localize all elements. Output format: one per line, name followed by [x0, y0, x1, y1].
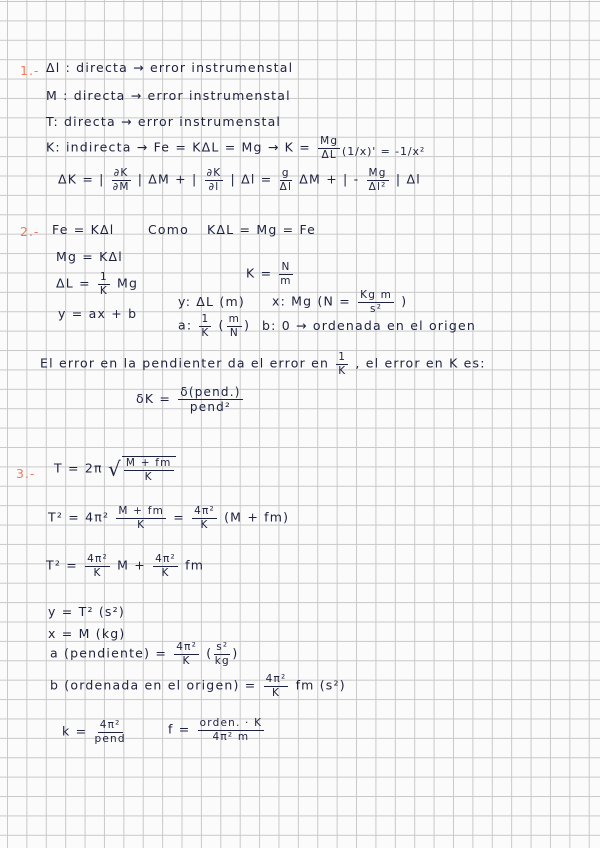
frac-num: s²: [216, 641, 229, 653]
section-number-1: 1.-: [20, 63, 40, 78]
s2-line-6: [40, 352, 486, 376]
s1-l5-b: | ΔM + |: [137, 171, 198, 187]
s2-k-units: [246, 262, 295, 286]
s3-line-3: [46, 554, 204, 578]
frac-den: pend: [94, 732, 126, 745]
frac-den: ∂l: [208, 180, 220, 193]
section-number-3: 3.-: [16, 466, 36, 481]
s2-k-label: K =: [246, 265, 273, 281]
frac-num: 1: [338, 351, 347, 363]
frac-num: N: [281, 261, 291, 273]
s1-line-3: T: directa → error instrumenstal: [46, 114, 282, 129]
s2-l6-a: El error en la pendienter da el error en: [40, 355, 330, 371]
frac-den: m: [280, 274, 292, 287]
s3-line-5: x = M (kg): [48, 626, 126, 641]
frac-den: s²: [370, 302, 383, 315]
frac-num: Mg: [368, 167, 387, 179]
s2-line-1: Fe = KΔl: [52, 222, 115, 237]
s3-l6-a: a (pendiente) =: [50, 645, 167, 661]
frac-num: 4π²: [155, 553, 176, 565]
frac-den: K: [137, 518, 146, 531]
frac-den: K: [338, 364, 347, 377]
frac-den: Δl: [279, 180, 293, 193]
paren-close: ): [244, 317, 251, 333]
s2-x-close: ): [401, 293, 408, 309]
frac-num: δ(pend.): [180, 385, 241, 399]
frac-den: K: [271, 686, 281, 699]
s2-l6-b: , el error en K es:: [355, 355, 486, 371]
s3-l3-c: fm: [185, 557, 205, 573]
s1-l5-c: | Δl =: [230, 171, 273, 187]
s2-line-1c: KΔL = Mg = Fe: [207, 222, 317, 237]
frac-num: orden. · K: [199, 717, 263, 729]
s2-l3-b: Mg: [117, 275, 139, 291]
s2-line-5: [178, 314, 250, 338]
s3-line-1: T = 2π √ $\frac{M + fm}{K}$: [54, 456, 176, 482]
s2-a-label: a:: [178, 317, 193, 333]
s1-line-4: [46, 136, 342, 160]
s3-l1-a: T = 2π: [54, 460, 103, 476]
frac-num: 1: [201, 313, 210, 325]
s1-line-2: M : directa → error instrumenstal: [46, 88, 291, 103]
frac-den: K: [99, 284, 108, 297]
s1-derivative-note: (1/x)' = -1/x²: [342, 145, 426, 158]
frac-den: Δl²: [368, 180, 387, 193]
frac-num: 4π²: [99, 719, 121, 731]
s3-l3-a: T² =: [46, 557, 78, 573]
frac-num: g: [281, 167, 290, 179]
s2-line-7: [136, 386, 245, 413]
frac-den: pend²: [189, 400, 231, 414]
s2-l7-a: δK =: [136, 391, 172, 406]
s2-line-2: Mg = KΔl: [56, 249, 123, 264]
s2-x-def: [272, 290, 407, 314]
s3-line-8b: [168, 718, 266, 742]
s2-x-text: x: Mg (N =: [272, 293, 351, 309]
s1-line-5: [58, 168, 421, 192]
s3-l2-b: =: [173, 509, 185, 525]
frac-den: K: [200, 518, 209, 531]
frac-num: 4π²: [87, 553, 108, 565]
frac-den: ΔL: [321, 148, 337, 161]
frac-den: N: [229, 326, 239, 339]
s3-line-7: [50, 674, 346, 698]
s3-line-4: y = T² (s²): [48, 604, 125, 619]
s3-l7-b: fm (s²): [295, 677, 346, 693]
frac-num: 4π²: [194, 505, 215, 517]
section-number-2: 2.-: [20, 224, 40, 239]
s3-l3-b: M +: [117, 557, 146, 573]
s3-l7-a: b (ordenada en el origen) =: [50, 677, 257, 693]
s1-l5-d: ΔM + | -: [299, 171, 360, 187]
frac-num: Kg m: [360, 289, 393, 301]
frac-num: m: [228, 313, 241, 325]
frac-num: Mg: [320, 135, 339, 147]
paren-open: (: [218, 317, 225, 333]
s3-l2-c: (M + fm): [224, 509, 290, 525]
frac-den: K: [161, 566, 170, 579]
s2-b-def: b: 0 → ordenada en el origen: [262, 318, 476, 333]
s3-line-8: [62, 720, 128, 744]
s1-l5-e: | Δl: [395, 171, 421, 187]
s3-line-2: [48, 506, 289, 530]
frac-den: ∂M: [112, 180, 130, 193]
s1-l4-text: K: indirecta → Fe = KΔL = Mg → K =: [46, 139, 311, 155]
s3-l8-a: k =: [62, 723, 88, 739]
frac-num: ∂K: [206, 167, 222, 179]
frac-num: 4π²: [176, 641, 197, 653]
s2-line-3: [56, 272, 138, 296]
frac-den: K: [201, 326, 210, 339]
frac-den: kg: [214, 654, 230, 667]
frac-num: 4π²: [265, 673, 287, 685]
s2-line-4: y = ax + b: [58, 306, 138, 321]
paren-open: (: [206, 645, 213, 661]
s3-line-6: [50, 642, 238, 666]
frac-num: M + fm: [118, 505, 165, 517]
frac-den: 4π² m: [212, 730, 250, 743]
frac-num: M + fm: [125, 457, 172, 469]
s2-line-1b: Como: [148, 222, 189, 237]
frac-num: 1: [99, 271, 108, 283]
frac-num: ∂K: [113, 167, 129, 179]
frac-den: K: [182, 654, 191, 667]
frac-den: K: [144, 470, 153, 483]
frac-den: K: [93, 566, 102, 579]
s1-line-1: Δl : directa → error instrumenstal: [46, 60, 294, 75]
s2-l3-a: ΔL =: [56, 275, 91, 291]
s3-l2-a: T² = 4π²: [48, 509, 110, 525]
paren-close: ): [232, 645, 239, 661]
s1-l5-a: ΔK = |: [58, 171, 105, 187]
s3-l8-b: f =: [168, 721, 191, 737]
s2-y-def: y: ΔL (m): [178, 294, 245, 309]
